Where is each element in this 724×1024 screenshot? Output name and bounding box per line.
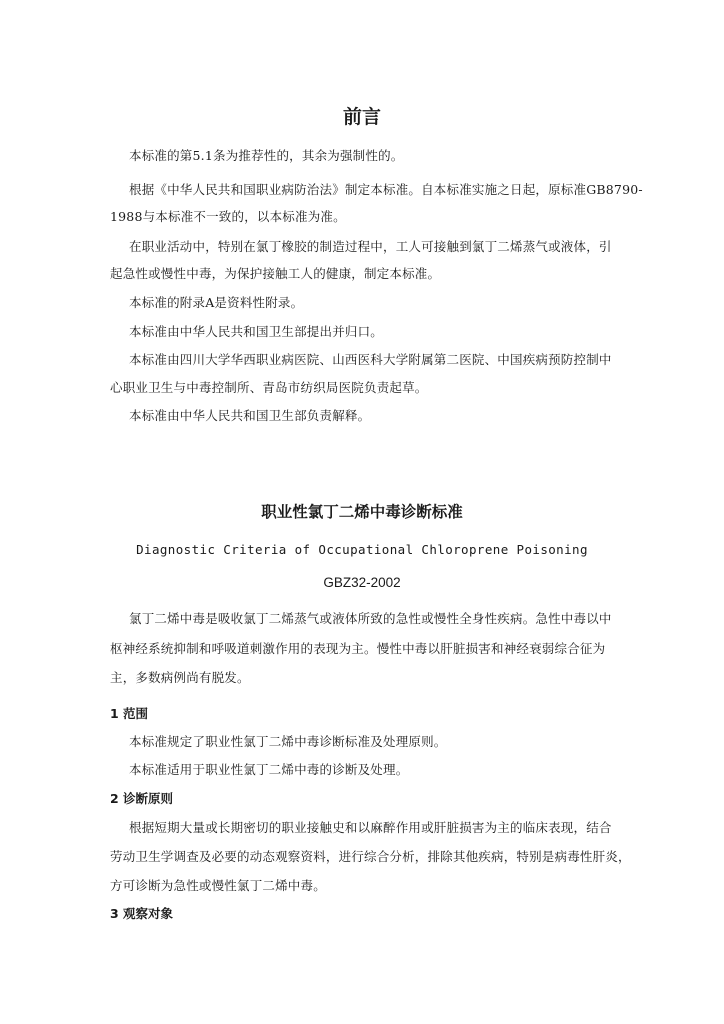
foreword-paragraph-1: 本标准的第5.1条为推荐性的，其余为强制性的。 bbox=[129, 148, 404, 163]
foreword-paragraph-3-line-2: 起急性或慢性中毒，为保护接触工人的健康，制定本标准。 bbox=[110, 266, 441, 281]
section-2-line-2: 劳动卫生学调查及必要的动态观察资料，进行综合分析，排除其他疾病，特别是病毒性肝炎， bbox=[110, 849, 631, 864]
foreword-paragraph-4: 本标准的附录A是资料性附录。 bbox=[129, 295, 304, 310]
foreword-paragraph-5: 本标准由中华人民共和国卫生部提出并归口。 bbox=[129, 324, 384, 339]
foreword-paragraph-6-line-1: 本标准由四川大学华西职业病医院、山西医科大学附属第二医院、中国疾病预防控制中 bbox=[129, 352, 612, 367]
foreword-paragraph-2-line-2: 1988与本标准不一致的，以本标准为准。 bbox=[110, 209, 346, 224]
section-3-heading: 3 观察对象 bbox=[110, 906, 174, 921]
foreword-title: 前言 bbox=[342, 106, 381, 128]
section-1-paragraph-2: 本标准适用于职业性氯丁二烯中毒的诊断及处理。 bbox=[129, 762, 409, 777]
section-2-line-3: 方可诊断为急性或慢性氯丁二烯中毒。 bbox=[110, 878, 326, 893]
section-1-paragraph-1: 本标准规定了职业性氯丁二烯中毒诊断标准及处理原则。 bbox=[129, 734, 447, 749]
intro-line-3: 主，多数病例尚有脱发。 bbox=[110, 670, 250, 685]
foreword-paragraph-3-line-1: 在职业活动中，特别在氯丁橡胶的制造过程中，工人可接触到氯丁二烯蒸气或液体，引 bbox=[129, 239, 612, 254]
foreword-paragraph-2-line-1: 根据《中华人民共和国职业病防治法》制定本标准。自本标准实施之日起，原标准GB8790- bbox=[129, 182, 643, 197]
foreword-paragraph-7: 本标准由中华人民共和国卫生部负责解释。 bbox=[129, 408, 371, 423]
intro-line-2: 枢神经系统抑制和呼吸道刺激作用的表现为主。慢性中毒以肝脏损害和神经衰弱综合征为 bbox=[110, 641, 606, 656]
standard-subtitle-english: Diagnostic Criteria of Occupational Chloroprene Poisoning bbox=[136, 542, 588, 557]
standard-title: 职业性氯丁二烯中毒诊断标准 bbox=[261, 503, 463, 521]
section-2-line-1: 根据短期大量或长期密切的职业接触史和以麻醉作用或肝脏损害为主的临床表现，结合 bbox=[129, 820, 612, 835]
foreword-paragraph-6-line-2: 心职业卫生与中毒控制所、青岛市纺织局医院负责起草。 bbox=[110, 380, 428, 395]
standard-code: GBZ32-2002 bbox=[323, 575, 401, 590]
section-2-heading: 2 诊断原则 bbox=[110, 791, 174, 806]
section-1-heading: 1 范围 bbox=[110, 706, 149, 721]
intro-line-1: 氯丁二烯中毒是吸收氯丁二烯蒸气或液体所致的急性或慢性全身性疾病。急性中毒以中 bbox=[129, 611, 612, 626]
